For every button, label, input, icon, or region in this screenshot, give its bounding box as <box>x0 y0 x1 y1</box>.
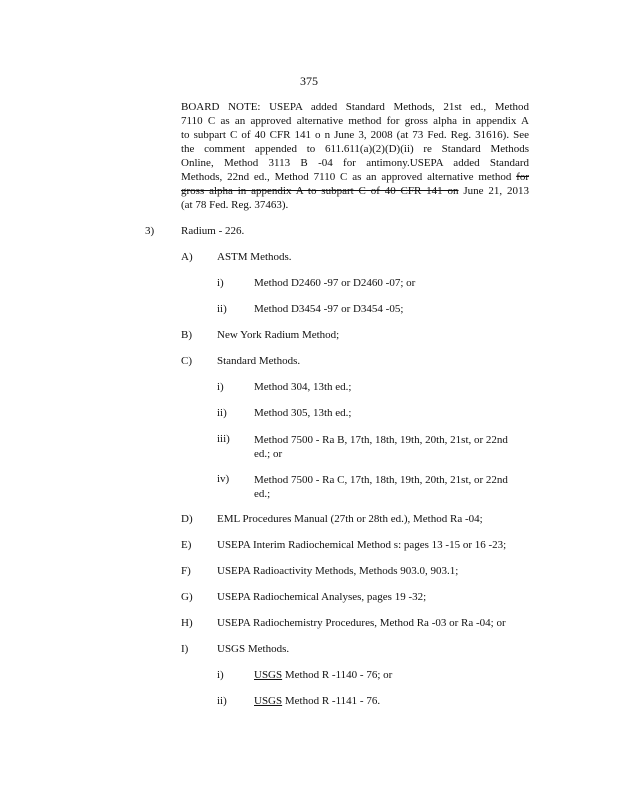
item-number: iv) <box>217 473 230 485</box>
item-text: ASTM Methods. <box>217 251 292 263</box>
item-number: A) <box>181 251 193 263</box>
struck-text: for <box>516 171 530 183</box>
item-text: Standard Methods. <box>217 355 301 367</box>
item-text-line <box>254 695 380 707</box>
board-note-line-text: June 21, 2013 <box>463 185 530 197</box>
page-number: 375 <box>300 74 318 88</box>
item-text: Method 304, 13th ed.; <box>254 381 352 393</box>
item-number: ii) <box>217 407 227 419</box>
board-note <box>181 100 529 212</box>
item-text: Method R -1141 - 76. <box>282 695 381 707</box>
board-note-line: 7110 C as an approved alternative method for gross alpha in appendix A <box>181 115 529 127</box>
item-number: 3) <box>145 225 155 237</box>
item-text: USGS Methods. <box>217 643 290 655</box>
board-note-line <box>181 170 529 184</box>
item-number: i) <box>217 277 224 289</box>
inserted-text: USGS <box>254 669 283 681</box>
item-text: USEPA Radiochemistry Procedures, Method Ra -03 or Ra -04; or <box>217 617 506 629</box>
item-text: Method 7500 - Ra C, 17th, 18th, 19th, 20th, 21st, or 22nd ed.; <box>254 474 508 500</box>
item-number: i) <box>217 669 224 681</box>
board-note-line: Online, Method 3113 B -04 for antimony.USEPA added Standard <box>181 157 529 169</box>
item-text: USEPA Interim Radiochemical Method s: pages 13 -15 or 16 -23; <box>217 539 507 551</box>
item-text: Method 305, 13th ed.; <box>254 407 352 419</box>
item-number: E) <box>181 539 192 551</box>
item-text: Method 7500 - Ra B, 17th, 18th, 19th, 20th, 21st, or 22nd ed.; or <box>254 434 508 460</box>
board-note-line-text: Methods, 22nd ed., Method 7110 C as an approved alternative method <box>181 171 512 183</box>
item-number: C) <box>181 355 192 367</box>
item-number: F) <box>181 565 191 577</box>
item-number: D) <box>181 513 193 525</box>
item-text: Method R -1140 - 76; or <box>282 669 393 681</box>
board-note-line: the comment appended to 611.611(a)(2)(D)(ii) re Standard Methods <box>181 143 529 155</box>
item-text: Method D3454 -97 or D3454 -05; <box>254 303 404 315</box>
board-note-line <box>181 184 529 198</box>
item-text: Radium - 226. <box>181 225 245 237</box>
board-note-line: (at 78 Fed. Reg. 37463). <box>181 199 289 211</box>
item-text: USEPA Radioactivity Methods, Methods 903.0, 903.1; <box>217 565 459 577</box>
item-number: ii) <box>217 695 227 707</box>
board-note-line: to subpart C of 40 CFR 141 o n June 3, 2008 (at 73 Fed. Reg. 31616). See <box>181 129 529 141</box>
item-text-line <box>254 669 392 681</box>
item-text: Method D2460 -97 or D2460 -07; or <box>254 277 416 289</box>
item-text: EML Procedures Manual (27th or 28th ed.), Method Ra -04; <box>217 513 483 525</box>
item-number: ii) <box>217 303 227 315</box>
item-number: iii) <box>217 433 230 445</box>
inserted-text: USGS <box>254 695 283 707</box>
item-text: USEPA Radiochemical Analyses, pages 19 -32; <box>217 591 427 603</box>
item-number: H) <box>181 617 193 629</box>
item-number: B) <box>181 329 192 341</box>
item-number: I) <box>181 643 189 655</box>
item-number: i) <box>217 381 224 393</box>
board-note-line: BOARD NOTE: USEPA added Standard Methods, 21st ed., Method <box>181 101 529 113</box>
item-text: New York Radium Method; <box>217 329 340 341</box>
item-number: G) <box>181 591 193 603</box>
struck-text: gross alpha in appendix A to subpart C of 40 CFR 141 on <box>181 185 459 197</box>
